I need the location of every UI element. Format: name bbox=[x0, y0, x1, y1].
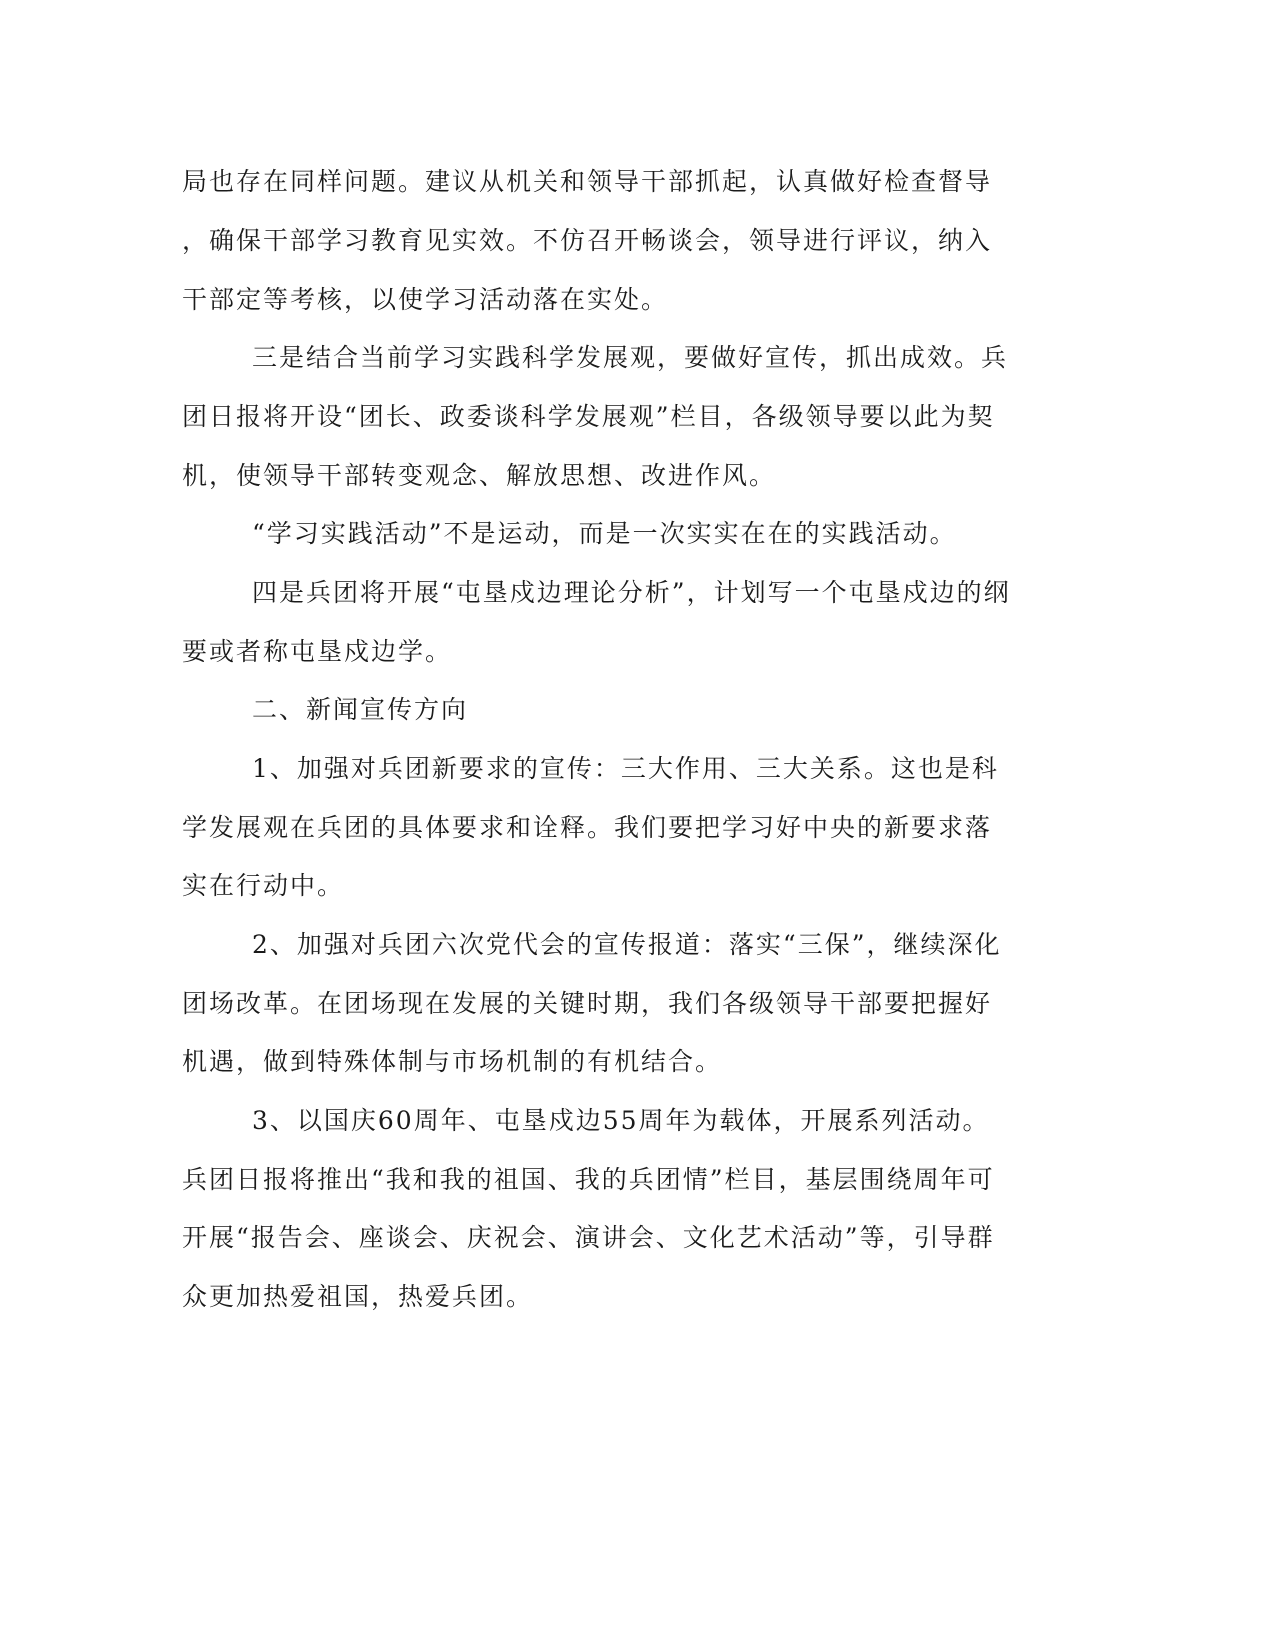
text-line: 干部定等考核，以使学习活动落在实处。 bbox=[182, 285, 669, 314]
text-line: 要或者称屯垦戍边学。 bbox=[182, 637, 453, 666]
section-heading: 二、新闻宣传方向 bbox=[252, 695, 469, 724]
text-line: 三是结合当前学习实践科学发展观，要做好宣传，抓出成效。兵 bbox=[252, 343, 1009, 372]
text-line: 开展“报告会、座谈会、庆祝会、演讲会、文化艺术活动”等，引导群 bbox=[182, 1223, 995, 1252]
text-line: 机遇，做到特殊体制与市场机制的有机结合。 bbox=[182, 1047, 723, 1076]
text-line: 团日报将开设“团长、政委谈科学发展观”栏目，各级领导要以此为契 bbox=[182, 402, 995, 431]
text-line: 局也存在同样问题。建议从机关和领导干部抓起，认真做好检查督导 bbox=[182, 167, 993, 196]
text-line: 四是兵团将开展“屯垦戍边理论分析”，计划写一个屯垦戍边的纲 bbox=[252, 578, 1011, 607]
text-line: 团场改革。在团场现在发展的关键时期，我们各级领导干部要把握好 bbox=[182, 989, 993, 1018]
text-line: 学发展观在兵团的具体要求和诠释。我们要把学习好中央的新要求落 bbox=[182, 813, 993, 842]
text-line: 3、以国庆60周年、屯垦戍边55周年为载体，开展系列活动。 bbox=[252, 1106, 990, 1135]
text-line: 机，使领导干部转变观念、解放思想、改进作风。 bbox=[182, 461, 777, 490]
text-line: ，确保干部学习教育见实效。不仿召开畅谈会，领导进行评议，纳入 bbox=[182, 226, 993, 255]
text-line: 1、加强对兵团新要求的宣传：三大作用、三大关系。这也是科 bbox=[252, 754, 999, 783]
text-line: 2、加强对兵团六次党代会的宣传报道：落实“三保”，继续深化 bbox=[252, 930, 1002, 959]
text-line: 兵团日报将推出“我和我的祖国、我的兵团情”栏目，基层围绕周年可 bbox=[182, 1165, 995, 1194]
text-line: 实在行动中。 bbox=[182, 871, 345, 900]
text-line: 众更加热爱祖国，热爱兵团。 bbox=[182, 1282, 534, 1311]
text-line: “学习实践活动”不是运动，而是一次实实在在的实践活动。 bbox=[252, 519, 957, 548]
